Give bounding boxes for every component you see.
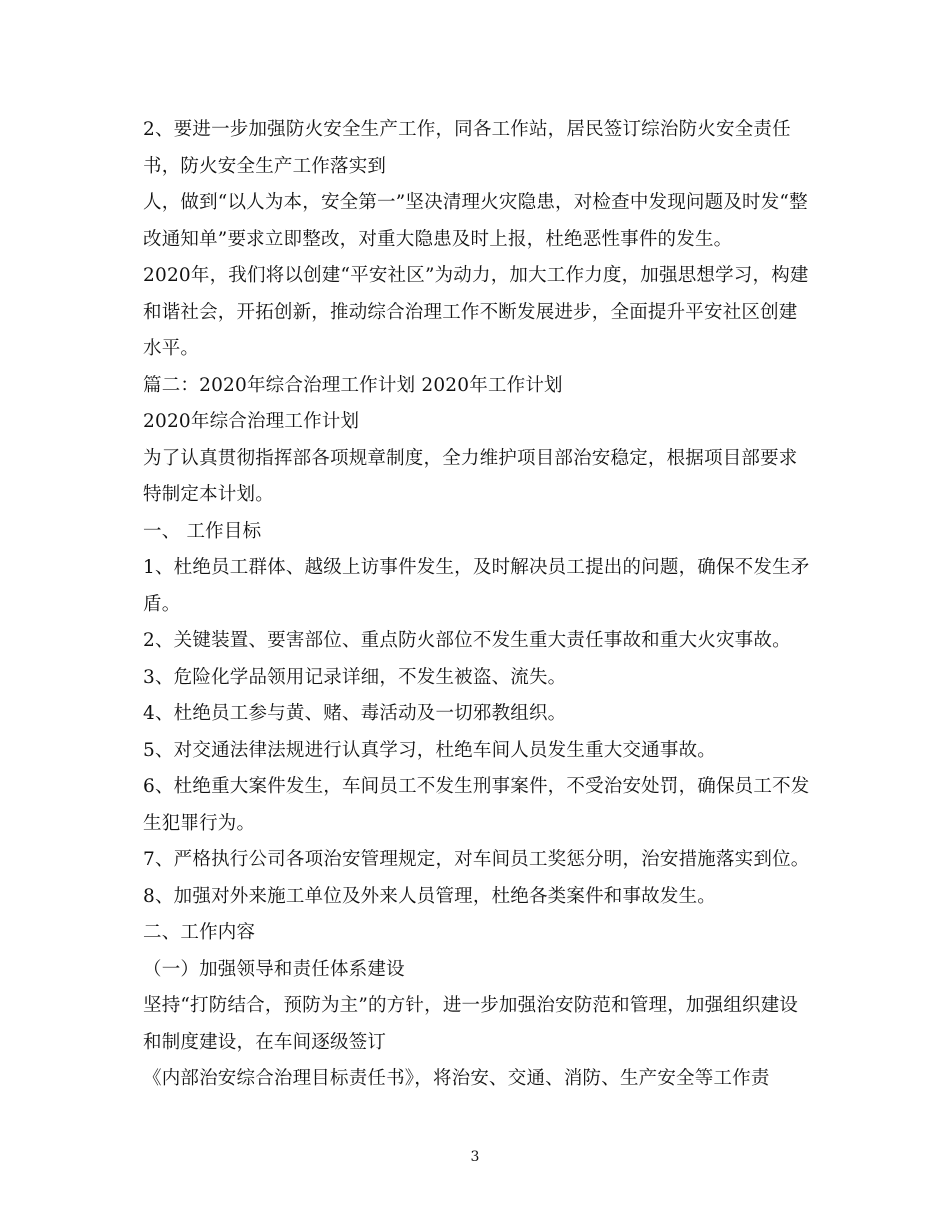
text-line: 水平。 [143,338,200,359]
text-line: 2、要进一步加强防火安全生产工作，同各工作站，居民签订综治防火安全责任 [143,119,791,140]
text-line: 人，做到“以人为本，安全第一”坚决清理火灾隐患，对检查中发现问题及时发“整 [143,192,808,213]
text-line: 坚持“打防结合，预防为主”的方针，进一步加强治安防范和管理，加强组织建设 [143,995,799,1016]
text-line: 《内部治安综合治理目标责任书》，将治安、交通、消防、生产安全等工作责 [143,1068,770,1089]
document-title: 2020年综合治理工作计划 [143,411,360,432]
document-body [143,112,808,1098]
list-item: 7、严格执行公司各项治安管理规定，对车间员工奖惩分明，治安措施落实到位。 [143,849,810,870]
list-item: 4、杜绝员工参与黄、赌、毒活动及一切邪教组织。 [143,703,567,724]
section-heading: 篇二：2020年综合治理工作计划 2020年工作计划 [143,374,563,396]
subsection-heading: （一）加强领导和责任体系建设 [143,958,405,980]
list-item-continuation: 盾。 [143,593,181,615]
text-line: 为了认真贯彻指挥部各项规章制度，全力维护项目部治安稳定，根据项目部要求 [143,447,798,469]
text-line: 和谐社会，开拓创新，推动综合治理工作不断发展进步，全面提升平安社区创建 [143,301,798,323]
text-line: 和制度建设，在车间逐级签订 [143,1031,387,1053]
list-item: 1、杜绝员工群体、越级上访事件发生，及时解决员工提出的问题，确保不发生矛 [143,557,810,578]
section-heading: 一、 工作目标 [143,520,262,542]
text-line: 改通知单”要求立即整改，对重大隐患及时上报，杜绝恶性事件的发生。 [143,228,733,250]
section-heading: 二、工作内容 [143,922,256,943]
text-line: 特制定本计划。 [143,484,274,505]
page-number: 3 [470,1149,480,1165]
list-item: 8、加强对外来施工单位及外来人员管理，杜绝各类案件和事故发生。 [143,885,716,907]
list-item-continuation: 生犯罪行为。 [143,812,256,834]
list-item: 5、对交通法律法规进行认真学习，杜绝车间人员发生重大交通事故。 [143,739,716,761]
list-item: 3、危险化学品领用记录详细，不发生被盗、流失。 [143,666,567,688]
text-line: 书，防火安全生产工作落实到 [143,155,387,177]
list-item: 6、杜绝重大案件发生，车间员工不发生刑事案件，不受治安处罚，确保员工不发 [143,776,810,797]
text-line: 2020年，我们将以创建“平安社区”为动力，加大工作力度，加强思想学习，构建 [143,265,809,286]
list-item: 2、关键装置、要害部位、重点防火部位不发生重大责任事故和重大火灾事故。 [143,630,791,651]
